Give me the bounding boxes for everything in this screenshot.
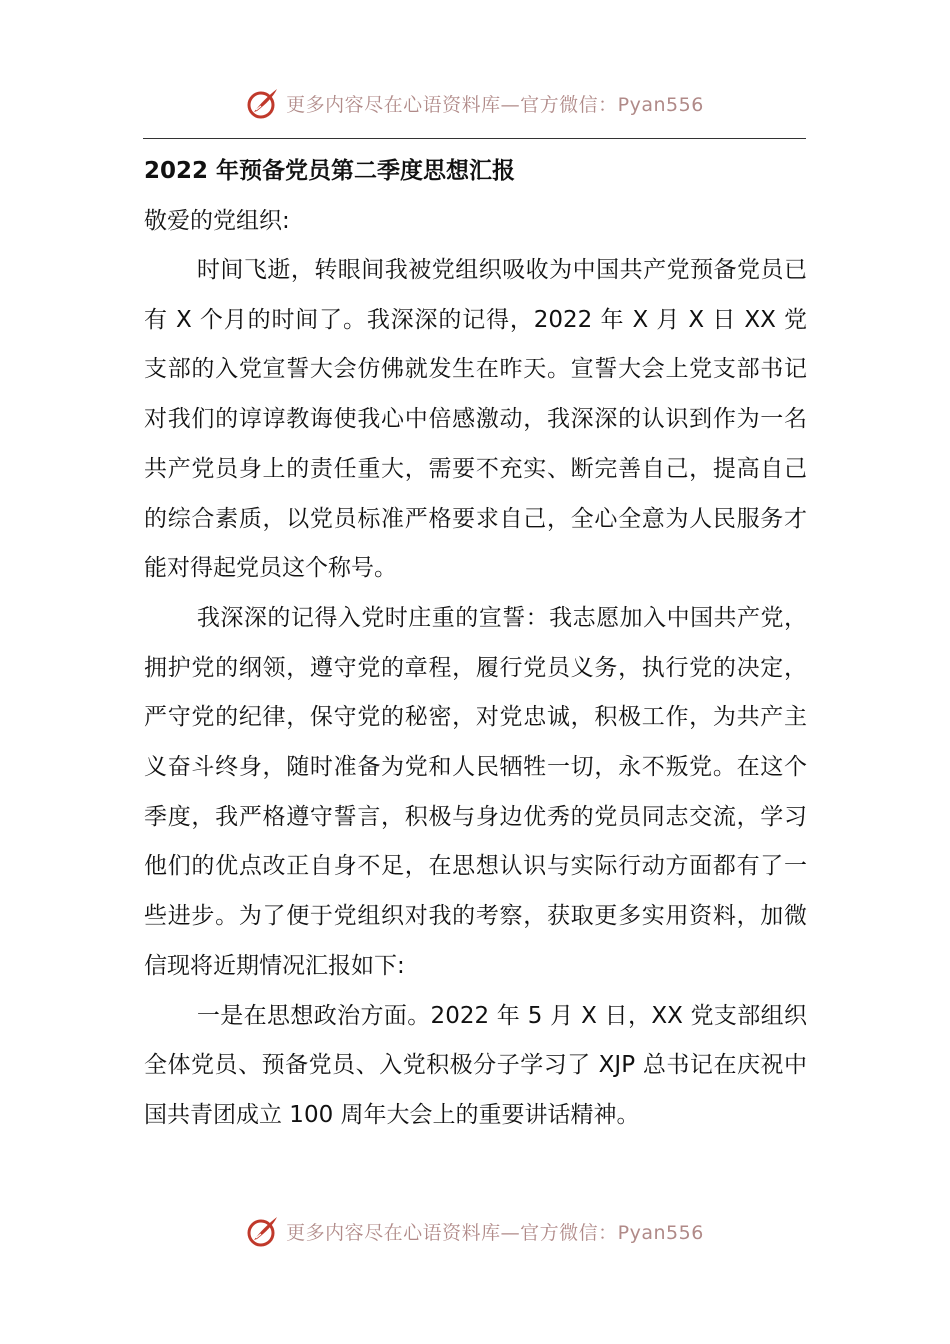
header-banner-text: 更多内容尽在心语资料库—官方微信：Pyan556: [286, 93, 704, 116]
paragraph-3: 一是在思想政治方面。2022 年 5 月 X 日，XX 党支部组织全体党员、预备党员、入党积极分子学习了 XJP 总书记在庆祝中国共青团成立 100 周年大会上的重要讲话精神。: [144, 1002, 807, 1128]
paragraph-1: 时间飞逝，转眼间我被党组织吸收为中国共产党预备党员已有 X 个月的时间了。我深深的记得，2022 年 X 月 X 日 XX 党支部的入党宣誓大会仿佛就发生在昨天。宣誓大会上党支部书记对我们的谆谆教诲使我心中倍感激动，我深深的认识到作为一名共产党员身上的责任重大，需要不充实、断完善自己，提高自己的综合素质，以党员标准严格要求自己，全心全意为人民服务才能对得起党员这个称号。: [144, 257, 807, 582]
document-body: [144, 146, 807, 1141]
header-banner: [0, 83, 950, 123]
document-title: 2022 年预备党员第二季度思想汇报: [144, 158, 516, 184]
header-divider: [143, 138, 806, 139]
footer-banner: [0, 1211, 950, 1251]
salutation: 敬爱的党组织:: [144, 208, 290, 234]
wechat-id: Pyan556: [617, 1221, 704, 1244]
paragraph-2: 我深深的记得入党时庄重的宣誓：我志愿加入中国共产党，拥护党的纲领，遵守党的章程，履行党员义务，执行党的决定，严守党的纪律，保守党的秘密，对党忠诚，积极工作，为共产主义奋斗终身，随时准备为党和人民牺牲一切，永不叛党。在这个季度，我严格遵守誓言，积极与身边优秀的党员同志交流，学习他们的优点改正自身不足，在思想认识与实际行动方面都有了一些进步。为了便于党组织对我的考察，获取更多实用资料，加微信现将近期情况汇报如下:: [144, 604, 807, 979]
footer-banner-text: 更多内容尽在心语资料库—官方微信：Pyan556: [286, 1221, 704, 1244]
wechat-id: Pyan556: [617, 93, 704, 116]
quill-pen-logo-icon: [246, 1214, 280, 1248]
quill-pen-logo-icon: [246, 86, 280, 120]
